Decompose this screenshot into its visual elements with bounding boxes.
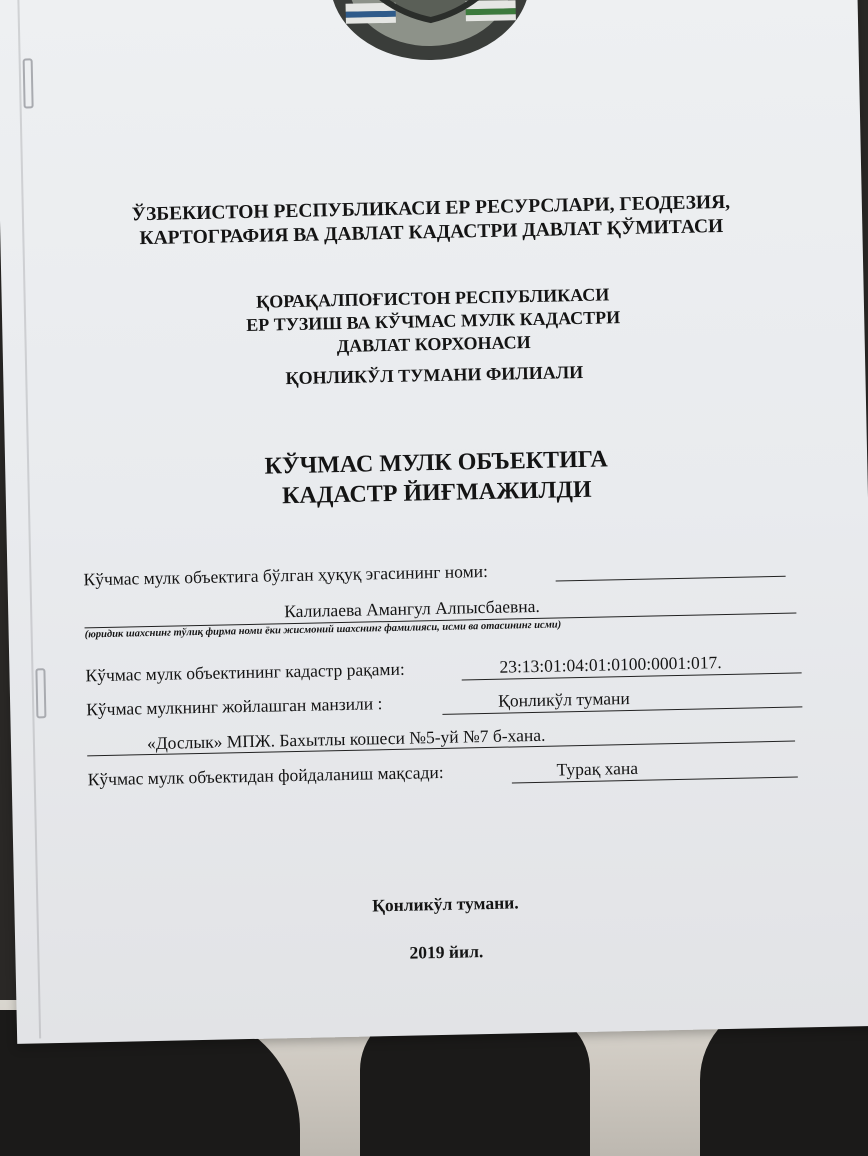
footer-year: 2019 йил. [409, 941, 484, 963]
owner-label: Кўчмас мулк объектига бўлган ҳуқуқ эгасининг номи: [83, 560, 489, 590]
purpose-value: Турақ хана [556, 757, 639, 780]
owner-label-underline [556, 576, 786, 582]
org-line-2: ЕР ТУЗИШ ВА КЎЧМАС МУЛК КАДАСТРИ [246, 307, 621, 335]
address-label: Кўчмас мулкнинг жойлашган манзили : [86, 693, 383, 720]
footer-place: Қонликўл тумани. [371, 892, 519, 916]
binding-line [17, 0, 41, 1038]
purpose-underline [512, 777, 798, 784]
committee-line-1: ЎЗБЕКИСТОН РЕСПУБЛИКАСИ ЕР РЕСУРСЛАРИ, ГЕОДЕЗИЯ, [131, 191, 731, 226]
committee-line-2: КАРТОГРАФИЯ ВА ДАВЛАТ КАДАСТРИ ДАВЛАТ ҚЎМИТАСИ [139, 215, 724, 250]
title-line-1: КЎЧМАС МУЛК ОБЪЕКТИГА [264, 446, 609, 480]
cadastre-label: Кўчмас мулк объектининг кадастр рақами: [85, 658, 405, 686]
address-value-2: «Дослык» МПЖ. Бахытлы кошеси №5-уй №7 б-хана. [146, 724, 546, 754]
owner-note: (юридик шахснинг тўлиқ фирма номи ёки жисмоний шахснинг фамилияси, исми ва отасининг исми) [84, 619, 562, 641]
org-line-3: ДАВЛАТ КОРХОНАСИ [336, 332, 531, 357]
cadastre-value: 23:13:01:04:01:0100:0001:017. [499, 652, 722, 677]
address-value-1: Қонликўл тумани [497, 688, 630, 711]
org-line-1: ҚОРАҚАЛПОҒИСТОН РЕСПУБЛИКАСИ [255, 284, 610, 312]
owner-value: Калилаева Амангул Алпысбаевна. [284, 595, 540, 622]
purpose-label: Кўчмас мулк объектидан фойдаланиш мақсади: [87, 761, 444, 790]
title-line-2: КАДАСТР ЙИҒМАЖИЛДИ [281, 476, 592, 510]
staple-top [23, 58, 34, 108]
staple-bottom [35, 668, 46, 718]
org-line-4: ҚОНЛИКЎЛ ТУМАНИ ФИЛИАЛИ [285, 361, 584, 389]
state-emblem-icon [314, 0, 546, 62]
